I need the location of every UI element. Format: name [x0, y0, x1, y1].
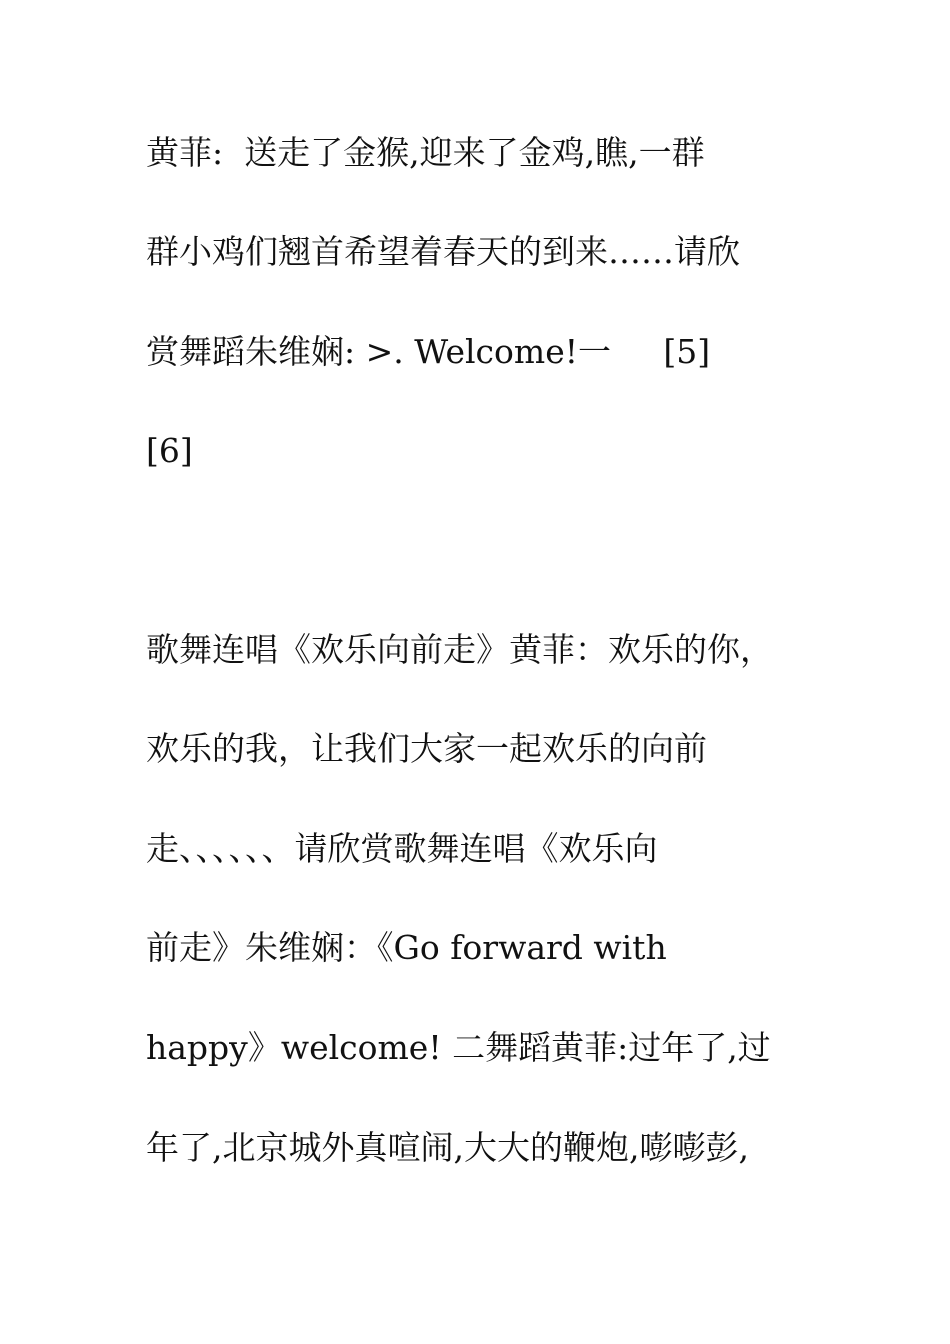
- text-line: 赏舞蹈朱维娴: >. Welcome!一 [5]: [146, 332, 711, 371]
- text-line: 黄菲: 送走了金猴,迎来了金鸡,瞧,一群: [146, 133, 705, 172]
- text-line: 年了,北京城外真喧闹,大大的鞭炮,嘭嘭彭,: [146, 1128, 749, 1167]
- text-line: [6]: [146, 431, 193, 470]
- text-line: 歌舞连唱《欢乐向前走》黄菲：欢乐的你，: [146, 630, 773, 669]
- text-line: 欢乐的我，让我们大家一起欢乐的向前: [146, 729, 707, 768]
- text-line: 群小鸡们翘首希望着春天的到来……请欣: [146, 232, 740, 271]
- text-line: 前走》朱维娴：《Go forward with: [146, 928, 667, 967]
- text-line: happy》welcome! 二舞蹈黄菲:过年了,过: [146, 1028, 771, 1067]
- text-line: 走、、、、、、请欣赏歌舞连唱《欢乐向: [146, 829, 658, 868]
